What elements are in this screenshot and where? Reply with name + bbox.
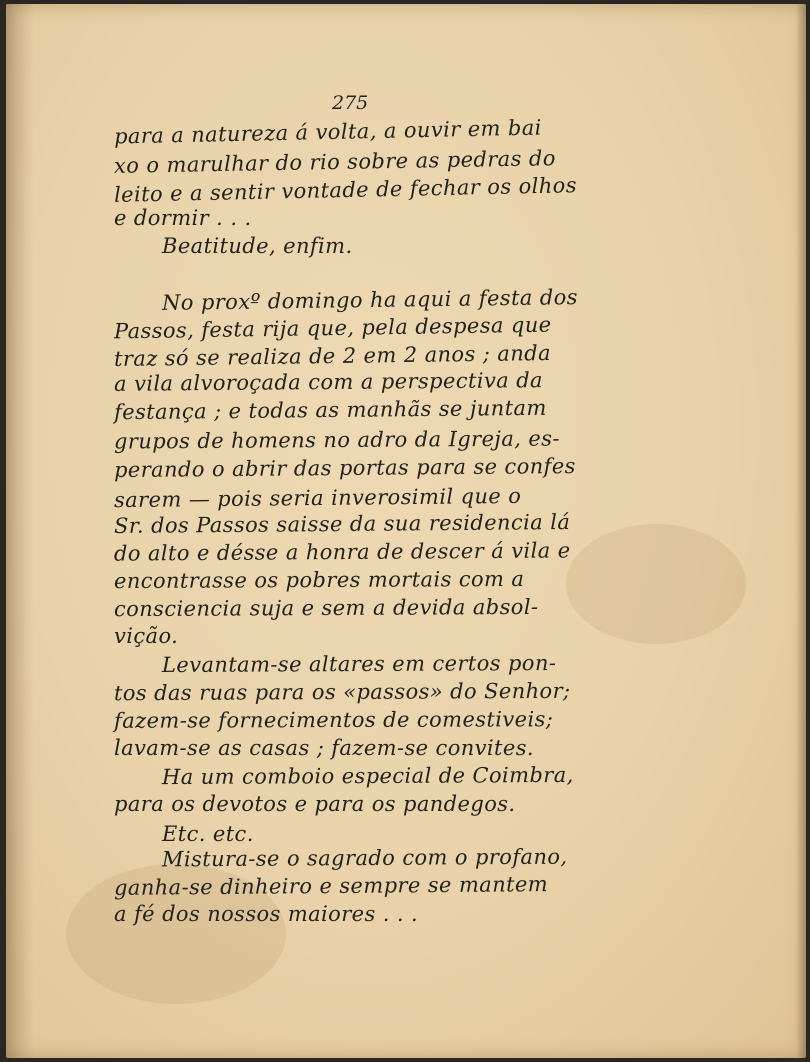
text-line: vição.: [114, 624, 179, 648]
text-line: Passos, festa rija que, pela despesa que: [113, 312, 552, 344]
text-line: do alto e désse a honra de descer á vila e: [113, 538, 571, 566]
text-line: Etc. etc.: [162, 822, 254, 846]
text-line: e dormir . . .: [114, 206, 252, 230]
text-line: Beatitude, enfim.: [162, 234, 353, 258]
text-line: sarem — pois seria inverosimil que o: [113, 483, 522, 513]
text-line: Levantam-se altares em certos pon-: [161, 650, 557, 678]
text-line: fazem-se fornecimentos de comestiveis;: [113, 707, 554, 733]
text-line: traz só se realiza de 2 em 2 anos ; anda: [113, 340, 552, 372]
text-line: Mistura-se o sagrado com o profano,: [161, 844, 568, 872]
text-line: xo o marulhar do rio sobre as pedras do: [113, 146, 556, 178]
text-line: festança ; e todas as manhãs se juntam: [113, 395, 547, 425]
text-line: a vila alvoroçada com a perspectiva da: [113, 368, 544, 396]
manuscript-page: [6, 4, 806, 1058]
text-line: a fé dos nossos maiores . . .: [114, 902, 419, 926]
text-line: consciencia suja e sem a devida absol-: [113, 594, 539, 622]
handwritten-text: [6, 4, 806, 1058]
page-number: 275: [332, 92, 369, 114]
text-line: lavam-se as casas ; fazem-se convites.: [114, 736, 534, 760]
text-line: Sr. dos Passos saisse da sua residencia lá: [113, 510, 571, 538]
text-line: leito e a sentir vontade de fechar os olhos: [113, 173, 578, 207]
text-line: para os devotos e para os pandegos.: [114, 792, 516, 816]
text-line: perando o abrir das portas para se confes: [113, 453, 576, 483]
text-line: para a natureza á volta, a ouvir em bai: [113, 115, 543, 149]
text-line: No proxº domingo ha aqui a festa dos: [161, 285, 579, 315]
text-line: tos das ruas para os «passos» do Senhor;: [113, 678, 571, 706]
text-line: encontrasse os pobres mortais com a: [113, 566, 525, 594]
text-line: ganha-se dinheiro e sempre se mantem: [113, 872, 549, 900]
text-line: Ha um comboio especial de Coimbra,: [161, 762, 574, 790]
text-line: grupos de homens no adro da Igreja, es-: [113, 426, 560, 454]
